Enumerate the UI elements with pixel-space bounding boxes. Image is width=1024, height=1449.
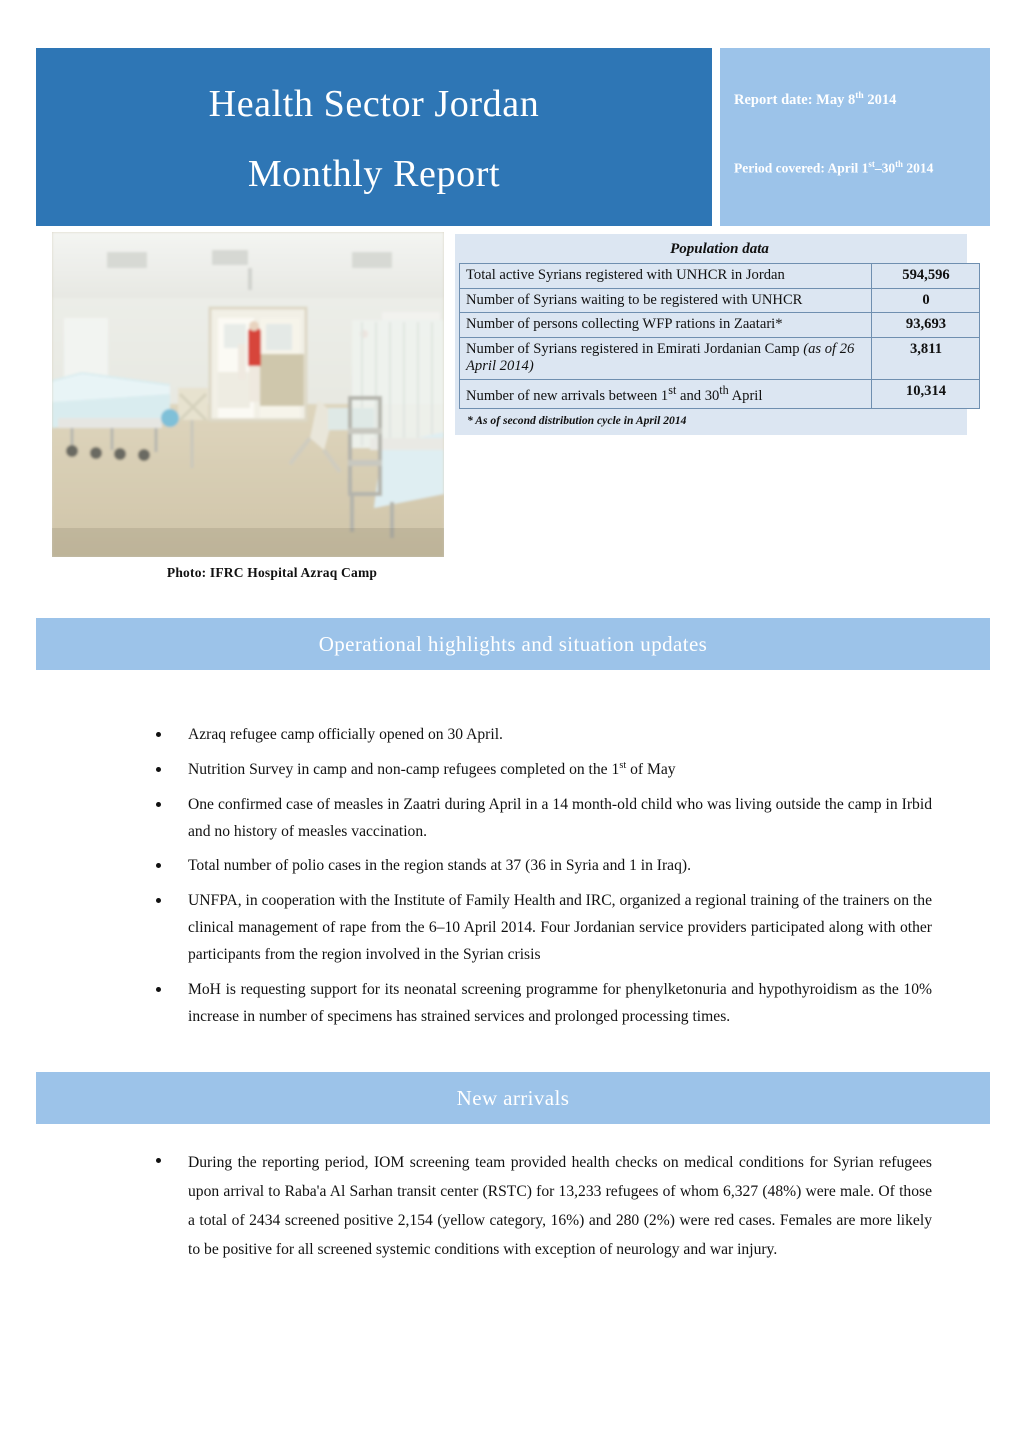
table-cell-label-text: Number of Syrians registered in Emirati Jordanian Camp <box>466 340 800 357</box>
table-cell-value: 0 <box>872 288 980 313</box>
list-item <box>148 977 932 1031</box>
hospital-photo-image <box>52 232 444 557</box>
table-row <box>460 264 980 289</box>
period-start: April 1 <box>827 160 869 176</box>
report-header <box>36 48 990 226</box>
report-meta-block <box>720 48 990 226</box>
section-banner-new-arrivals <box>36 1072 990 1124</box>
table-cell-label: Number of Syrians waiting to be registered with UNHCR <box>460 288 872 313</box>
list-item <box>148 722 932 749</box>
table-cell-value: 3,811 <box>872 337 980 379</box>
operational-highlights-list <box>148 722 932 1038</box>
list-item <box>148 792 932 846</box>
page-title-line-2: Monthly Report <box>247 153 501 196</box>
population-data-table <box>459 239 980 409</box>
section-banner-label: New arrivals <box>456 1085 570 1110</box>
list-item <box>148 757 932 784</box>
report-date-year: 2014 <box>867 91 897 108</box>
list-item-text: MoH is requesting support for its neonatal screening programme for phenylketonuria and hypothyroidism as the 10% increase in number of specimens has strained services and prolonged processing times. <box>188 980 932 1025</box>
report-date-ordinal: th <box>855 90 864 101</box>
report-date <box>734 90 980 110</box>
report-date-label: Report date: <box>734 91 813 108</box>
table-cell-label: Total active Syrians registered with UNHCR in Jordan <box>460 264 872 289</box>
bullet-icon <box>156 732 161 737</box>
table-cell-value: 594,596 <box>872 264 980 289</box>
new-arrivals-list <box>148 1148 932 1272</box>
period-dash: –30 <box>874 160 896 176</box>
list-item <box>148 853 932 880</box>
table-row <box>460 337 980 379</box>
table-cell-value: 10,314 <box>872 379 980 408</box>
population-data-caption: Population data <box>670 241 769 257</box>
list-item-text: UNFPA, in cooperation with the Institute of Family Health and IRC, organized a regional training of the trainers on the clinical management of rape from the 6–10 April 2014. Four Jordanian service providers participated along with other participants from the region involved in the Syrian crisis <box>188 892 932 963</box>
photo-caption: Photo: IFRC Hospital Azraq Camp <box>166 565 378 580</box>
table-cell-value: 93,693 <box>872 313 980 338</box>
list-item <box>148 888 932 968</box>
hospital-ward-illustration <box>52 232 444 557</box>
table-cell-label: Number of new arrivals between 1st and 30th April <box>460 379 872 408</box>
list-item-text: One confirmed case of measles in Zaatri during April in a 14 month-old child who was living outside the camp in Irbid and no history of measles vaccination. <box>188 795 932 840</box>
population-data-footnote: * As of second distribution cycle in April 2014 <box>467 413 687 427</box>
bullet-icon <box>156 802 161 807</box>
table-cell-label-note: (as of 26 April 2014) <box>466 340 855 374</box>
bullet-icon <box>156 863 161 868</box>
period-covered <box>734 159 980 177</box>
bullet-icon <box>156 767 161 772</box>
list-item-text: Total number of polio cases in the region stands at 37 (36 in Syria and 1 in Iraq). <box>188 857 691 875</box>
bullet-icon <box>156 987 161 992</box>
table-row <box>460 288 980 313</box>
table-cell-label: Number of persons collecting WFP rations in Zaatari* <box>460 313 872 338</box>
period-label: Period covered: <box>734 160 825 176</box>
report-date-value: May 8 <box>816 91 856 108</box>
table-row <box>460 379 980 408</box>
bullet-icon <box>156 898 161 903</box>
list-item-text: During the reporting period, IOM screening team provided health checks on medical conditions for Syrian refugees upon arrival to Raba'a Al Sarhan transit center (RSTC) for 13,233 refugees of whom 6,327 (48%) were male. Of those a total of 2434 screened positive 2,154 (yellow category, 16%) and 280 (2%) were red cases. Females are more likely to be positive for all screened systemic conditions with exception of neurology and war injury. <box>188 1154 932 1258</box>
section-banner-label: Operational highlights and situation updates <box>318 631 708 656</box>
list-item-text: Azraq refugee camp officially opened on 30 April. <box>188 726 503 743</box>
section-banner-operational-highlights <box>36 618 990 670</box>
list-item-text: Nutrition Survey in camp and non-camp refugees completed on the 1st of May <box>188 759 676 778</box>
page-title-line-1: Health Sector Jordan <box>208 83 540 125</box>
table-cell-label <box>460 337 872 379</box>
table-row <box>460 313 980 338</box>
bullet-icon <box>156 1158 161 1163</box>
period-year: 2014 <box>906 160 934 176</box>
list-item <box>148 1148 932 1264</box>
hospital-photo <box>52 232 444 557</box>
report-title-block <box>36 48 712 226</box>
population-data-panel <box>455 234 967 435</box>
period-end-ordinal: th <box>895 158 903 169</box>
period-start-ordinal: st <box>868 158 875 169</box>
